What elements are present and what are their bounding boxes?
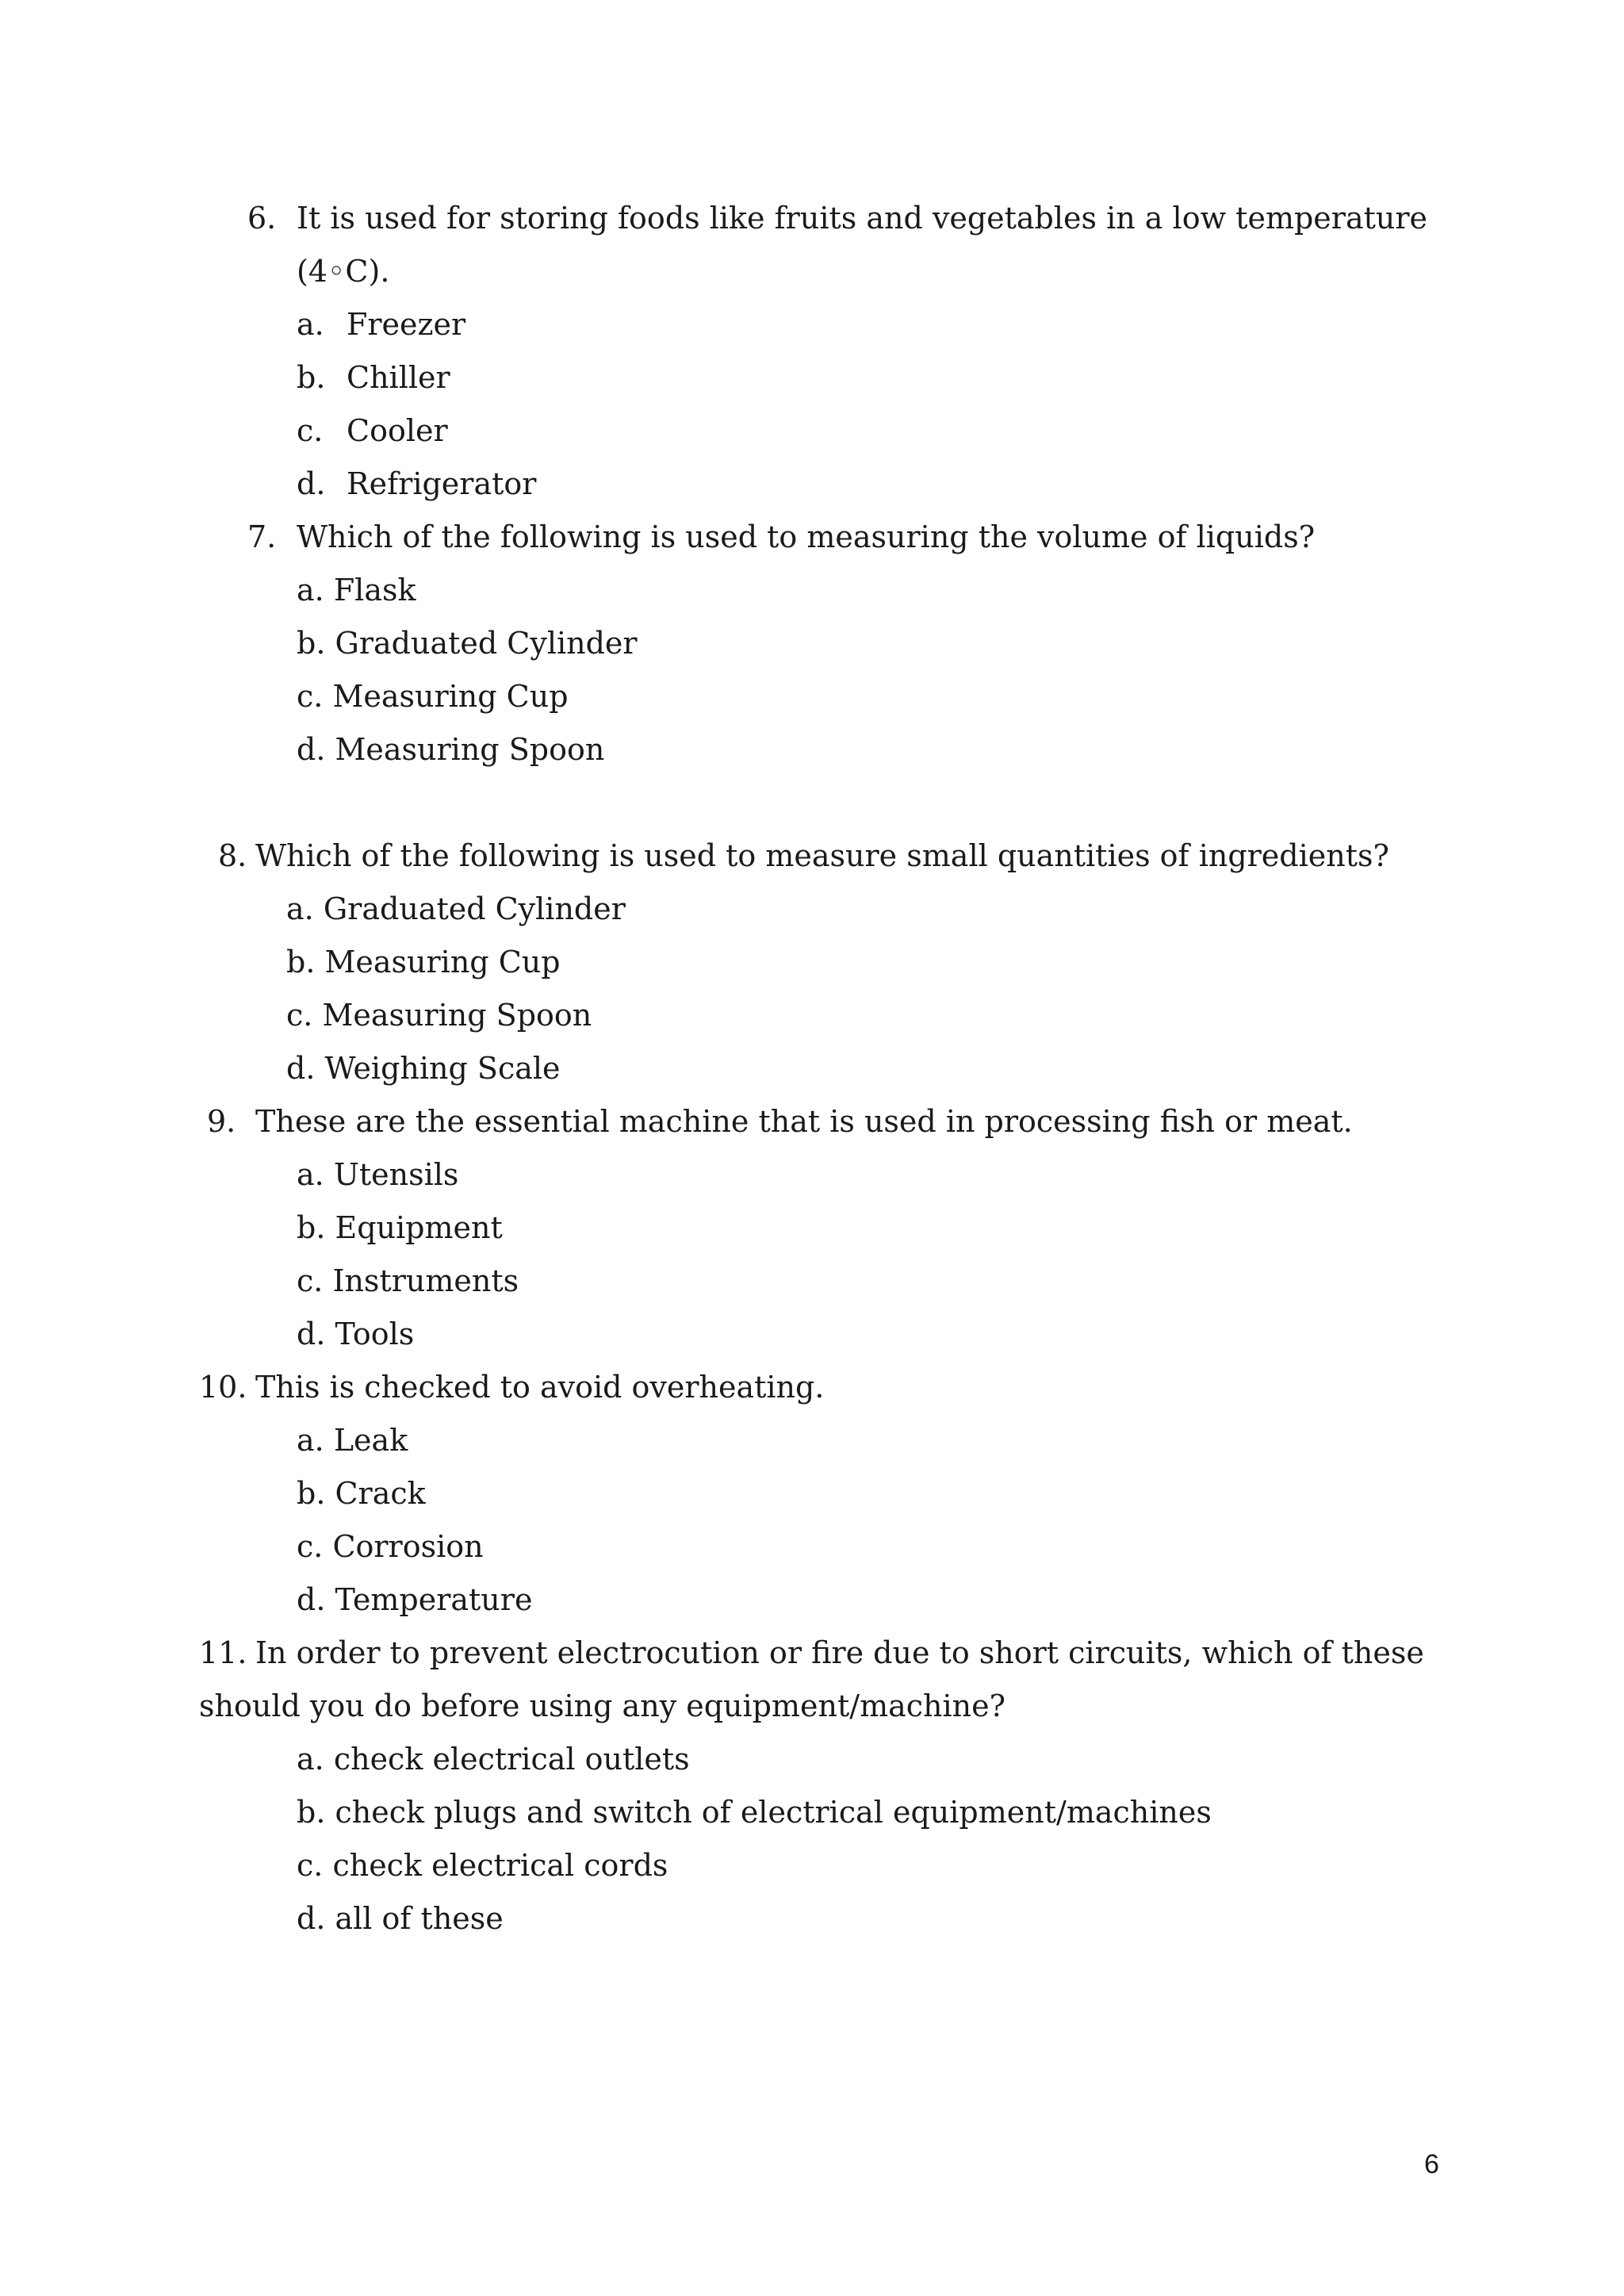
- option-text: d. all of these: [297, 1901, 504, 1936]
- option-letter: c.: [297, 413, 324, 448]
- option-text: Refrigerator: [347, 466, 537, 501]
- option-text: d. Tools: [297, 1317, 415, 1351]
- option-text: a. Leak: [297, 1423, 408, 1458]
- question-text: should you do before using any equipment/machine?: [199, 1688, 1006, 1723]
- page-number: 6: [1424, 2149, 1439, 2179]
- option-letter: d.: [297, 466, 326, 501]
- option-text: Cooler: [347, 413, 448, 448]
- option-text: c. Measuring Spoon: [286, 998, 592, 1033]
- option-text: c. Instruments: [297, 1263, 519, 1298]
- option-text: b. Measuring Cup: [286, 945, 561, 979]
- question-text: Which of the following is used to measuring the volume of liquids?: [297, 519, 1316, 554]
- option-text: a. Flask: [297, 573, 416, 608]
- question-text: In order to prevent electrocution or fire due to short circuits, which of these: [255, 1635, 1424, 1670]
- option-text: d. Weighing Scale: [286, 1051, 561, 1086]
- option-text: a. check electrical outlets: [297, 1742, 690, 1777]
- question-text: (4◦C).: [297, 254, 390, 289]
- question-text: This is checked to avoid overheating.: [255, 1370, 825, 1405]
- question-number: 10.: [199, 1370, 247, 1405]
- question-number: 9.: [207, 1104, 236, 1139]
- question-text: Which of the following is used to measure small quantities of ingredients?: [255, 838, 1389, 873]
- question-number: 11.: [199, 1635, 247, 1670]
- option-text: c. check electrical cords: [297, 1848, 668, 1883]
- question-text: These are the essential machine that is used in processing fish or meat.: [255, 1104, 1353, 1139]
- question-number: 7.: [247, 519, 277, 554]
- option-text: c. Corrosion: [297, 1529, 484, 1564]
- option-text: d. Measuring Spoon: [297, 732, 605, 767]
- question-text: It is used for storing foods like fruits and vegetables in a low temperature: [297, 201, 1428, 236]
- question-number: 6.: [247, 201, 277, 236]
- option-text: Freezer: [347, 307, 466, 342]
- option-letter: a.: [297, 307, 324, 342]
- option-text: a. Utensils: [297, 1157, 459, 1192]
- option-text: b. Graduated Cylinder: [297, 626, 638, 661]
- option-text: d. Temperature: [297, 1582, 533, 1617]
- option-text: b. Equipment: [297, 1210, 503, 1245]
- option-text: a. Graduated Cylinder: [286, 891, 626, 926]
- option-text: b. Crack: [297, 1476, 426, 1511]
- question-number: 8.: [218, 838, 247, 873]
- option-text: Chiller: [347, 360, 450, 395]
- option-letter: b.: [297, 360, 326, 395]
- option-text: b. check plugs and switch of electrical equipment/machines: [297, 1795, 1212, 1830]
- option-text: c. Measuring Cup: [297, 679, 569, 714]
